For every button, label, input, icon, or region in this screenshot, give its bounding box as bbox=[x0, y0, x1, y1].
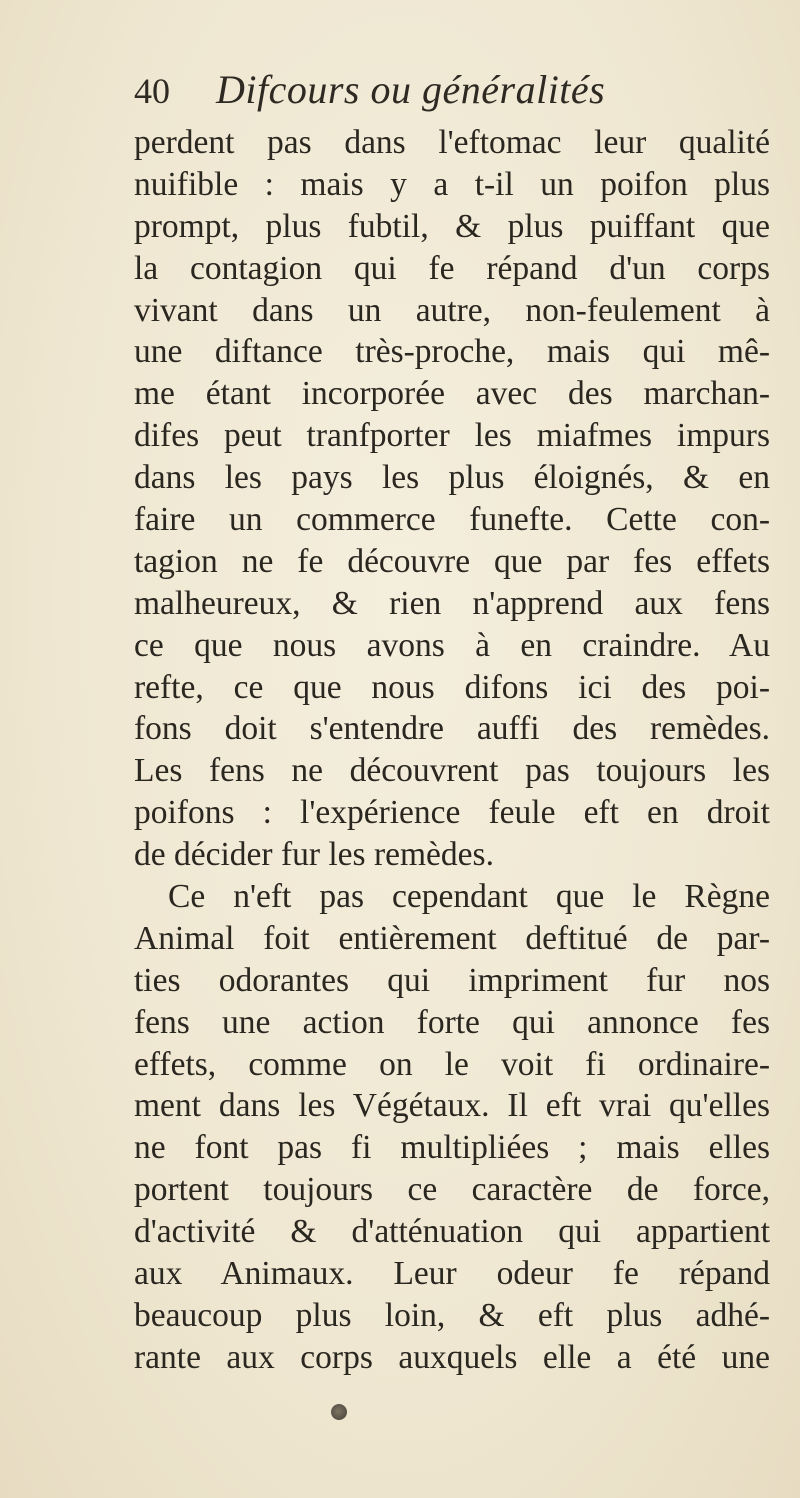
text-line: faire un commerce funefte. Cette con- bbox=[134, 501, 770, 539]
text-line: une diftance très-proche, mais qui mê- bbox=[134, 333, 770, 371]
text-line: rante aux corps auxquels elle a été une bbox=[134, 1338, 770, 1376]
text-line: aux Animaux. Leur odeur fe répand bbox=[134, 1255, 770, 1293]
text-line: Les fens ne découvrent pas toujours les bbox=[134, 752, 770, 790]
text-line: ce que nous avons à en craindre. Au bbox=[134, 626, 770, 664]
text-line: Animal foit entièrement deftitué de par- bbox=[134, 919, 770, 957]
text-line: nuifible : mais y a t-il un poifon plus bbox=[134, 165, 770, 203]
text-line: difes peut tranfporter les miafmes impurs bbox=[134, 417, 770, 455]
text-line: d'activité & d'atténuation qui appartient bbox=[134, 1213, 770, 1251]
text-line: vivant dans un autre, non-feulement à bbox=[134, 291, 770, 329]
text-line: fens une action forte qui annonce fes bbox=[134, 1003, 770, 1041]
text-line: dans les pays les plus éloignés, & en bbox=[134, 459, 770, 497]
paragraph-start-line: Ce n'eft pas cependant que le Règne bbox=[168, 878, 770, 916]
running-head: Difcours ou généralités bbox=[216, 67, 606, 112]
text-line: tagion ne fe découvre que par fes effets bbox=[134, 542, 770, 580]
page-number: 40 bbox=[134, 71, 170, 111]
text-line: ties odorantes qui impriment fur nos bbox=[134, 961, 770, 999]
text-line: ne font pas fi multipliées ; mais elles bbox=[134, 1129, 770, 1167]
ink-dot-ornament-icon bbox=[331, 1404, 347, 1420]
text-line: me étant incorporée avec des marchan- bbox=[134, 375, 770, 413]
text-line: effets, comme on le voit fi ordinaire- bbox=[134, 1045, 770, 1083]
text-line: perdent pas dans l'eftomac leur qualité bbox=[134, 124, 770, 161]
text-line: prompt, plus fubtil, & plus puiffant que bbox=[134, 207, 770, 245]
text-line: fons doit s'entendre auffi des remèdes. bbox=[134, 710, 770, 748]
text-line: portent toujours ce caractère de force, bbox=[134, 1171, 770, 1209]
text-line: de décider fur les remèdes. bbox=[134, 836, 494, 874]
text-line: beaucoup plus loin, & eft plus adhé- bbox=[134, 1296, 770, 1334]
page-header bbox=[134, 66, 694, 116]
text-line: refte, ce que nous difons ici des poi- bbox=[134, 668, 770, 706]
text-line: poifons : l'expérience feule eft en droit bbox=[134, 794, 770, 832]
text-line: ment dans les Végétaux. Il eft vrai qu'elles bbox=[134, 1087, 770, 1125]
text-line: malheureux, & rien n'apprend aux fens bbox=[134, 584, 770, 622]
text-line: la contagion qui fe répand d'un corps bbox=[134, 249, 770, 287]
body-text bbox=[134, 122, 770, 1379]
